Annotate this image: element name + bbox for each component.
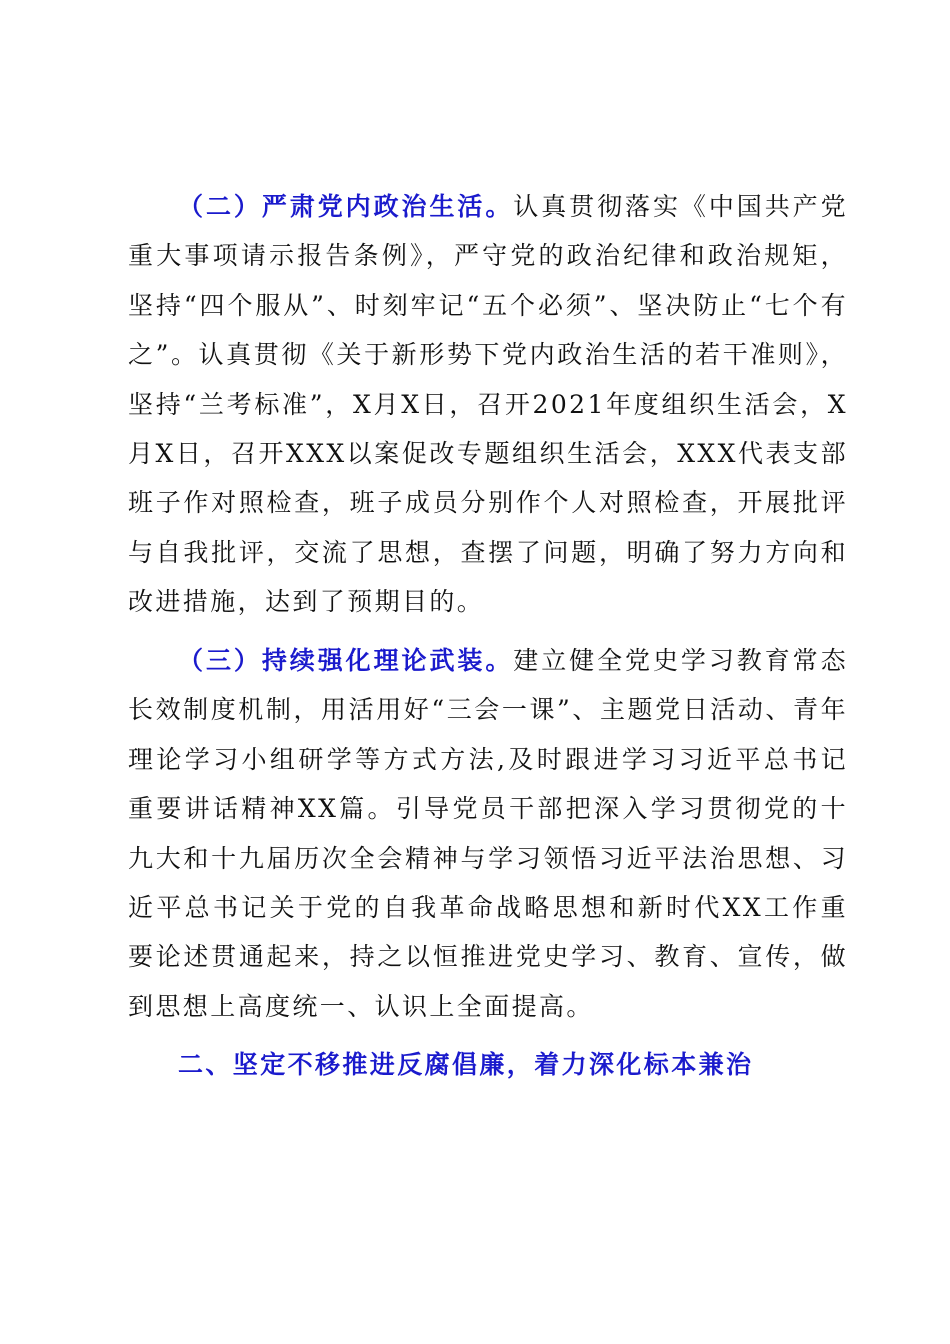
paragraph-lead-heading: （三）持续强化理论武装。 (178, 646, 514, 675)
paragraph-theory-armament (128, 636, 848, 1031)
section-heading: 二、坚定不移推进反腐倡廉，着力深化标本兼治 (178, 1050, 754, 1079)
paragraph-body-text: 建立健全党史学习教育常态长效制度机制，用活用好“三会一课”、主题党日活动、青年理论学习小组研学等方式方法,及时跟进学习习近平总书记重要讲话精神XX篇。引导党员干部把深入学习贯彻党的十九大和十九届历次全会精神与学习领悟习近平法治思想、习近平总书记关于党的自我革命战略思想和新时代XX工作重要论述贯通起来，持之以恒推进党史学习、教育、宣传，做到思想上高度统一、认识上全面提高。 (128, 646, 848, 1021)
paragraph-body-text: 认真贯彻落实《中国共产党重大事项请示报告条例》，严守党的政治纪律和政治规矩，坚持“四个服从”、时刻牢记“五个必须”、坚决防止“七个有之”。认真贯彻《关于新形势下党内政治生活的若干准则》，坚持“兰考标准”，X月X日，召开2021年度组织生活会，X月X日，召开XXX以案促改专题组织生活会，XXX代表支部班子作对照检查，班子成员分别作个人对照检查，开展批评与自我批评，交流了思想，查摆了问题，明确了努力方向和改进措施，达到了预期目的。 (128, 192, 848, 617)
paragraph-strict-political-life (128, 182, 848, 627)
paragraph-lead-heading: （二）严肃党内政治生活。 (178, 192, 514, 221)
